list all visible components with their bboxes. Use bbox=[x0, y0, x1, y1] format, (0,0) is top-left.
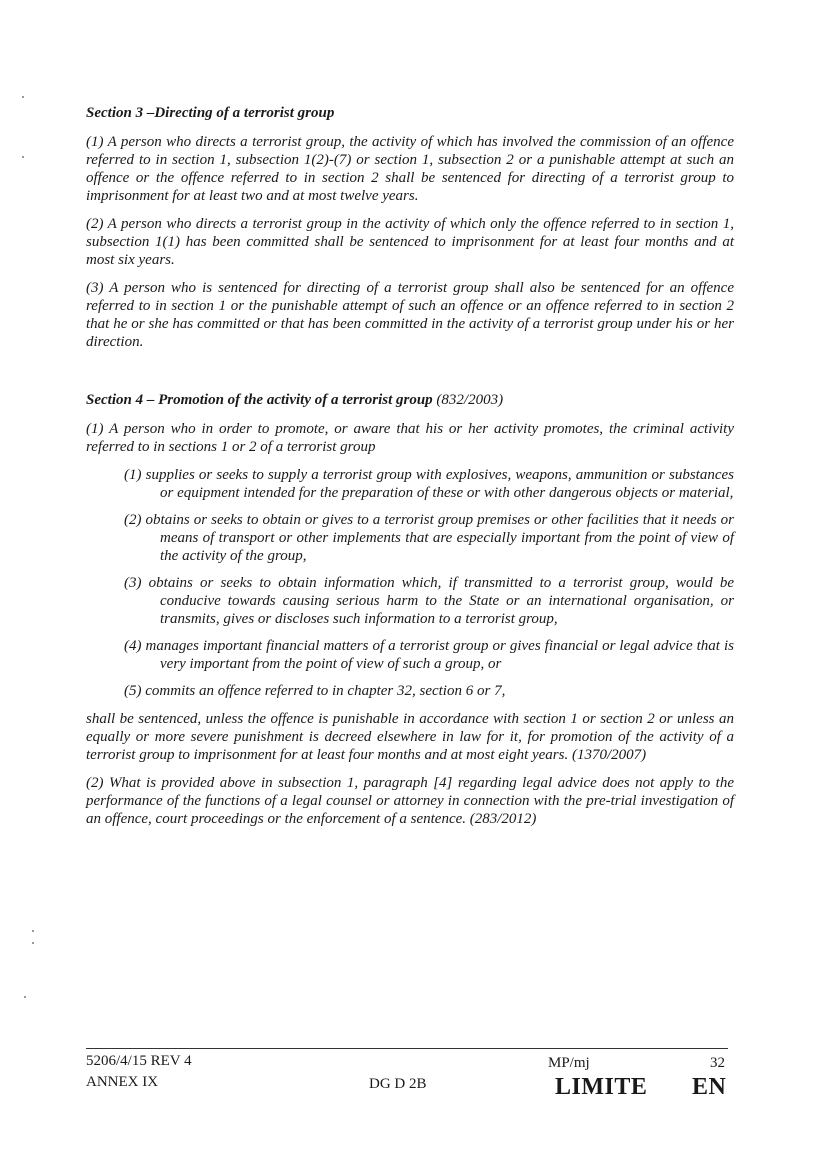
scan-speck bbox=[32, 930, 34, 932]
scan-speck bbox=[24, 996, 26, 998]
language-code: EN bbox=[692, 1074, 727, 1100]
section-3-paragraph-3: (3) A person who is sentenced for directing of a terrorist group shall also be sentenced for an offence referred to in section 1 or the punishable attempt of such an offence or an offence referred to in section 2 that he or she has committed or that has been committed in the activity of a terrorist group under his or her direction. bbox=[86, 280, 734, 350]
page-number: 32 bbox=[710, 1055, 725, 1071]
section-3-paragraph-1: (1) A person who directs a terrorist group, the activity of which has involved the commission of an offence referred to in section 1, subsection 1(2)-(7) or section 1, subsection 2 or a punishable attempt at such an offence or the offence referred to in section 2 shall be sentenced for directing of a terrorist group to imprisonment for at least two and at most twelve years. bbox=[86, 134, 734, 204]
section-4-heading bbox=[86, 391, 734, 409]
section-4-title: Section 4 – Promotion of the activity of a terrorist group bbox=[86, 392, 433, 408]
list-item: (3) obtains or seeks to obtain information which, if transmitted to a terrorist group, would be conducive towards causing serious harm to the State or an international organisation, or transmits, gives or discloses such information to a terrorist group, bbox=[124, 575, 734, 627]
list-item: (2) obtains or seeks to obtain or gives to a terrorist group premises or other facilities that it needs or means of transport or other implements that are especially important from the point of view of the activity of the group, bbox=[124, 512, 734, 564]
document-reference: 5206/4/15 REV 4 bbox=[86, 1053, 192, 1069]
annex-label: ANNEX IX bbox=[86, 1074, 159, 1090]
section-4-intro: (1) A person who in order to promote, or aware that his or her activity promotes, the criminal activity referred to in sections 1 or 2 of a terrorist group bbox=[86, 421, 734, 455]
section-3-paragraph-2: (2) A person who directs a terrorist group in the activity of which only the offence referred to in section 1, subsection 1(1) has been committed shall be sentenced to imprisonment for at least four months and at most six years. bbox=[86, 216, 734, 268]
author-initials: MP/mj bbox=[548, 1055, 590, 1071]
page-footer bbox=[86, 1048, 728, 1100]
section-gap bbox=[86, 361, 734, 391]
list-item: (5) commits an offence referred to in chapter 32, section 6 or 7, bbox=[124, 683, 506, 699]
document-body bbox=[86, 104, 734, 838]
section-3-heading: Section 3 –Directing of a terrorist group bbox=[86, 105, 335, 121]
section-4-item-list bbox=[86, 466, 734, 700]
section-4-paragraph-2: (2) What is provided above in subsection 1, paragraph [4] regarding legal advice does not apply to the performance of the functions of a legal counsel or attorney in connection with the pre-trial investigation of an offence, court proceedings or the enforcement of a sentence. (283/2012) bbox=[86, 775, 734, 827]
scan-speck bbox=[32, 942, 34, 944]
list-item: (1) supplies or seeks to supply a terrorist group with explosives, weapons, ammunition or substances or equipment intended for the preparation of these or with other dangerous objects or material, bbox=[124, 467, 734, 501]
scan-speck bbox=[22, 156, 24, 158]
classification-label: LIMITE bbox=[555, 1074, 648, 1100]
directorate-label: DG D 2B bbox=[369, 1076, 427, 1092]
scan-speck bbox=[22, 96, 24, 98]
list-item: (4) manages important financial matters of a terrorist group or gives financial or legal advice that is very important from the point of view of such a group, or bbox=[124, 638, 734, 672]
section-4-reference: (832/2003) bbox=[436, 392, 504, 408]
section-4-closing: shall be sentenced, unless the offence is punishable in accordance with section 1 or section 2 or unless an equally or more severe punishment is decreed elsewhere in law for it, for promotion of the activity of a terrorist group to imprisonment for at least four months and at most eight years. (1370/2007) bbox=[86, 711, 734, 763]
